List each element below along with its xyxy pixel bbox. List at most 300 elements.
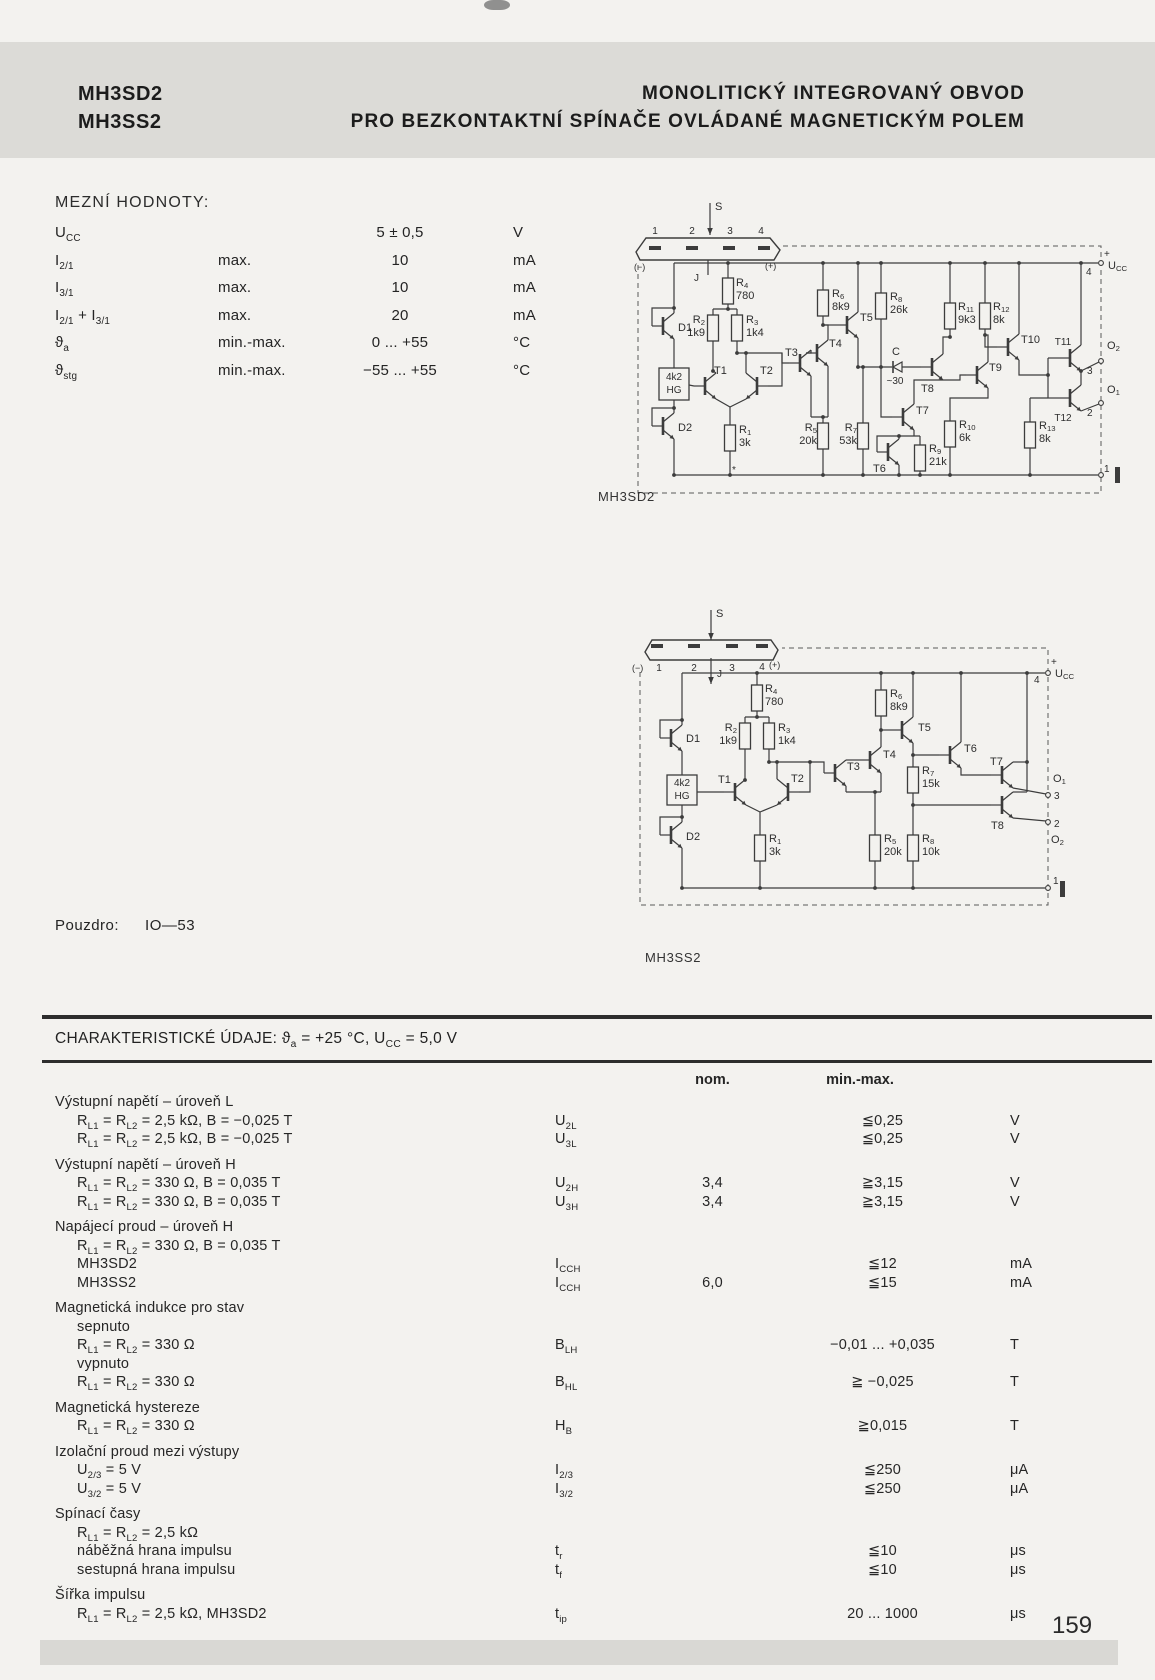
junction-dot <box>856 261 860 265</box>
junction-dot <box>755 671 759 675</box>
schematic-label: O2 <box>1107 340 1120 353</box>
resistor <box>764 723 775 749</box>
schematic-label: R3 <box>778 722 791 735</box>
schematic-part <box>671 725 682 734</box>
schematic-label: 4 <box>758 226 764 237</box>
limit-unit: °C <box>513 334 531 351</box>
characteristics-section <box>55 1219 1140 1293</box>
resistor <box>858 423 869 449</box>
junction-dot <box>983 261 987 265</box>
schematic-label: R6 <box>832 288 845 301</box>
schematic-label: T10 <box>1021 334 1040 346</box>
transistor <box>694 373 716 399</box>
schematic-label: R5 <box>884 833 897 846</box>
schematic-label: 1 <box>1104 464 1110 475</box>
schematic-label: 3 <box>729 663 735 674</box>
schematic-label: T4 <box>883 749 896 761</box>
column-header-minmax: min.-max. <box>826 1072 894 1088</box>
characteristics-section <box>55 1157 1140 1213</box>
schematic-label: 26k <box>890 304 908 316</box>
pin <box>1099 473 1104 478</box>
table-row <box>55 1275 1140 1294</box>
row-condition: $R_{L1} = R_{L2} = 330$ Ω, B = 0,035 T <box>77 1175 281 1194</box>
schematic-label: UCC <box>1108 260 1128 273</box>
characteristics-section <box>55 1400 1140 1437</box>
schematic-label: R4 <box>765 683 778 696</box>
junction-dot <box>911 671 915 675</box>
limit-value: 0 ... +55 <box>371 334 429 351</box>
junction-dot <box>873 886 877 890</box>
section-title: Výstupní napětí – úroveň L <box>55 1094 234 1110</box>
schematic-part <box>1070 385 1081 394</box>
row-symbol: $U_{2L}$ <box>555 1112 577 1132</box>
row-condition: náběžná hrana impulsu <box>77 1543 232 1559</box>
junction-dot <box>680 815 684 819</box>
dashed-border <box>640 648 1048 905</box>
row-unit: μA <box>1010 1462 1029 1478</box>
schematic-label: R2 <box>724 722 737 735</box>
row-min-max: ≧3,15 <box>861 1175 904 1191</box>
model-mh3sd2: MH3SD2 <box>78 83 163 105</box>
row-min-max: ≧ −0,025 <box>851 1374 914 1390</box>
transistor <box>836 312 858 338</box>
schematic-part <box>746 373 757 382</box>
heavy-rule-bottom <box>42 1060 1152 1063</box>
table-row <box>55 1374 1140 1393</box>
transistor <box>892 404 914 430</box>
resistor <box>980 303 991 329</box>
model-numbers <box>78 80 163 136</box>
dashed-border <box>638 246 1101 493</box>
package-pad <box>723 246 735 250</box>
transistor <box>660 822 682 848</box>
heavy-rule-top <box>42 1015 1152 1019</box>
schematic-label: 4k2 <box>673 778 691 789</box>
row-unit: mA <box>1010 1274 1033 1291</box>
table-row <box>55 1356 1140 1375</box>
page-title-line1: MONOLITICKÝ INTEGROVANÝ OBVOD <box>641 83 1025 104</box>
row-nominal: 3,4 <box>702 1175 723 1191</box>
schematic-label: R7 <box>922 765 935 778</box>
junction-dot <box>672 473 676 477</box>
transistor <box>966 362 988 388</box>
table-row <box>55 1462 1140 1481</box>
resistor <box>740 723 751 749</box>
row-min-max: ≦12 <box>868 1256 897 1272</box>
wire <box>737 353 789 363</box>
table-row <box>55 1562 1140 1581</box>
row-symbol: $t_r$ <box>555 1543 563 1562</box>
resistor <box>723 278 734 304</box>
schematic-label: ~30 <box>886 376 904 387</box>
characteristics-section <box>55 1300 1140 1393</box>
schematic-label: + <box>1051 657 1057 668</box>
wire <box>716 399 730 407</box>
resistor <box>1025 422 1036 448</box>
table-row <box>55 1606 1140 1625</box>
section-title-line <box>55 1094 1140 1113</box>
schematic-label: T4 <box>829 338 842 350</box>
section-title-line <box>55 1400 1140 1419</box>
limits-table <box>55 224 595 389</box>
limit-symbol: $I_{2/1}$ <box>55 251 74 272</box>
junction-dot <box>680 886 684 890</box>
schematic-label: 1k9 <box>687 327 705 339</box>
schematic-label: D1 <box>678 322 693 334</box>
schematic-part <box>870 747 881 756</box>
schematic-label: 3 <box>1087 366 1093 377</box>
schematic-label: R3 <box>746 314 759 327</box>
row-condition: MH3SS2 <box>77 1274 137 1291</box>
transistor <box>891 717 913 743</box>
schematic-part <box>1002 792 1013 801</box>
row-unit: T <box>1010 1418 1020 1434</box>
schematic-label: 15k <box>922 778 940 790</box>
junction-dot <box>808 760 812 764</box>
wire <box>943 375 966 380</box>
limit-symbol: $I_{3/1}$ <box>55 279 74 299</box>
schematic-label: 8k <box>993 314 1005 326</box>
page-title-line2: PRO BEZKONTAKTNÍ SPÍNAČE OVLÁDANÉ MAGNETICKÝM POLEM <box>350 111 1025 132</box>
row-condition: $R_{L1} = R_{L2} = 2,5$ kΩ, MH3SD2 <box>77 1605 267 1625</box>
schematic-label: T2 <box>791 773 804 785</box>
row-condition: MH3SD2 <box>77 1256 138 1272</box>
junction-dot <box>821 261 825 265</box>
limit-unit: V <box>513 224 524 241</box>
package-pad <box>758 246 770 250</box>
row-symbol: $H_B$ <box>555 1418 573 1437</box>
limits-row <box>55 307 595 335</box>
schematic-label: 8k9 <box>832 301 850 313</box>
transistor <box>1059 345 1081 371</box>
limit-symbol: $ϑ_{stg}$ <box>55 361 78 382</box>
schematic-caption-mh3sd2: MH3SD2 <box>598 489 655 504</box>
row-unit: V <box>1010 1112 1020 1129</box>
pin <box>1046 886 1051 891</box>
section-title-line <box>55 1444 1140 1463</box>
row-min-max: ≦250 <box>863 1480 902 1497</box>
characteristics-section <box>55 1094 1140 1150</box>
schematic-part <box>932 354 943 363</box>
package-note-value: IO—53 <box>145 917 196 934</box>
schematic-part <box>1070 345 1081 354</box>
limits-row <box>55 334 595 362</box>
resistor <box>908 835 919 861</box>
pin <box>1046 820 1051 825</box>
row-min-max: 20 ... 1000 <box>847 1605 918 1622</box>
row-symbol: $I_{2/3}$ <box>555 1462 574 1481</box>
characteristics-section <box>55 1444 1140 1500</box>
table-row <box>55 1256 1140 1275</box>
schematic-label: 3 <box>727 226 733 237</box>
schematic-label: 2 <box>1054 819 1060 830</box>
schematic-label: T1 <box>718 774 731 786</box>
transistor <box>652 313 674 339</box>
junction-dot <box>879 671 883 675</box>
table-row <box>55 1418 1140 1437</box>
row-condition: $R_{L1} = R_{L2} = 2,5$ kΩ, B = −0,025 T <box>77 1131 293 1150</box>
schematic-label: T8 <box>991 820 1004 832</box>
limit-value: 5 ± 0,5 <box>376 224 424 241</box>
schematic-part <box>735 779 746 788</box>
limit-qualifier: max. <box>218 306 252 324</box>
row-symbol: $B_{HL}$ <box>555 1374 578 1393</box>
transistor <box>652 413 674 439</box>
transistor <box>824 760 846 786</box>
row-min-max: ≦0,25 <box>861 1131 904 1147</box>
wire <box>746 805 760 812</box>
schematic-label: J <box>694 273 699 284</box>
row-condition: $U_{2/3} = 5$ V <box>77 1462 142 1481</box>
column-header-nom: nom. <box>695 1072 730 1088</box>
row-condition: $R_{L1} = R_{L2} = 2,5$ kΩ, B = −0,025 T <box>77 1112 293 1132</box>
package-pad <box>726 644 738 648</box>
schematic-label: D1 <box>686 733 701 745</box>
table-row <box>55 1525 1140 1544</box>
package-pad <box>649 246 661 250</box>
wire <box>1019 360 1048 375</box>
pin <box>1046 793 1051 798</box>
schematic-part <box>902 717 913 726</box>
wire <box>1013 788 1046 794</box>
wire <box>1013 818 1046 821</box>
row-symbol: $I_{3/2}$ <box>555 1480 574 1500</box>
arrow-head <box>708 633 714 640</box>
section-title-line <box>55 1219 1140 1238</box>
schematic-label: R4 <box>736 277 749 290</box>
schematic-label: D2 <box>686 831 701 843</box>
row-condition: $R_{L1} = R_{L2} = 330$ Ω <box>77 1418 195 1437</box>
table-row <box>55 1319 1140 1338</box>
row-min-max: ≧3,15 <box>861 1193 904 1210</box>
package-pad <box>688 644 700 648</box>
resistor <box>708 315 719 341</box>
schematic-part <box>1008 334 1019 343</box>
limit-value: 20 <box>391 306 409 324</box>
limit-symbol: $U_{CC}$ <box>55 224 81 244</box>
schematic-caption-mh3ss2: MH3SS2 <box>645 950 702 965</box>
schematic-label: J <box>717 669 722 680</box>
section-title: Šířka impulsu <box>55 1587 146 1603</box>
junction-dot <box>959 671 963 675</box>
row-symbol: $U_{2H}$ <box>555 1175 579 1194</box>
junction-dot <box>728 473 732 477</box>
schematic-part <box>817 340 828 349</box>
schematic-part <box>671 822 682 831</box>
schematic-label: 8k <box>1039 433 1051 445</box>
schematic-label: R2 <box>692 314 705 327</box>
schematic-label: UCC <box>1055 668 1075 681</box>
junction-dot <box>672 406 676 410</box>
transistor <box>1059 385 1081 411</box>
table-row <box>55 1337 1140 1356</box>
table-row <box>55 1238 1140 1257</box>
junction-dot <box>726 261 730 265</box>
resistor <box>870 835 881 861</box>
transistor <box>997 334 1019 360</box>
junction-dot <box>861 473 865 477</box>
table-row <box>55 1131 1140 1150</box>
resistor <box>876 293 887 319</box>
arrow-head <box>707 228 713 235</box>
schematic-label: T5 <box>918 722 931 734</box>
section-title: Výstupní napětí – úroveň H <box>55 1156 236 1173</box>
table-row <box>55 1481 1140 1500</box>
package-note <box>55 917 195 934</box>
schematic-label: 1 <box>656 663 662 674</box>
junction-dot <box>680 718 684 722</box>
limit-value: 10 <box>391 279 409 296</box>
junction-dot <box>1028 473 1032 477</box>
junction-dot <box>758 886 762 890</box>
limits-row <box>55 279 595 307</box>
row-condition: $R_{L1} = R_{L2} = 2,5$ kΩ <box>77 1524 199 1544</box>
wire <box>760 805 777 812</box>
schematic-label: 2 <box>1087 408 1093 419</box>
schematic-label: O1 <box>1053 773 1066 786</box>
package-outline <box>645 640 778 660</box>
transistor <box>921 354 943 380</box>
schematic-label: R13 <box>1039 420 1056 433</box>
resistor <box>876 690 887 716</box>
schematic-label: 3 <box>1054 791 1060 802</box>
schematic-label: R10 <box>959 419 976 432</box>
row-min-max: ≦250 <box>863 1462 902 1478</box>
schematic-label: R1 <box>769 833 782 846</box>
table-row <box>55 1543 1140 1562</box>
schematic-mh3sd2 <box>630 195 1145 505</box>
schematic-part <box>777 779 788 788</box>
limit-qualifier: min.-max. <box>218 361 286 379</box>
pin <box>1099 401 1104 406</box>
row-condition: $U_{3/2} = 5$ V <box>77 1480 142 1500</box>
package-pad <box>651 644 663 648</box>
schematic-label: 2 <box>691 663 697 674</box>
schematic-mh3ss2 <box>630 600 1100 915</box>
row-min-max: ≦15 <box>868 1274 897 1291</box>
schematic-label: 3k <box>769 846 781 858</box>
wire <box>985 335 997 347</box>
junction-dot <box>918 473 922 477</box>
row-unit: V <box>1010 1131 1020 1147</box>
schematic-label: * <box>732 465 736 476</box>
pin <box>1099 261 1104 266</box>
row-unit: mA <box>1010 1256 1033 1272</box>
junction-dot <box>744 351 748 355</box>
junction-dot <box>1017 261 1021 265</box>
schematic-part <box>903 404 914 413</box>
section-title-line <box>55 1506 1140 1525</box>
section-title-line <box>55 1300 1140 1319</box>
row-nominal: 6,0 <box>702 1274 723 1291</box>
limit-symbol: $ϑ_a$ <box>55 334 70 354</box>
schematic-label: 4k2 <box>665 372 683 383</box>
row-condition: vypnuto <box>77 1355 130 1372</box>
schematic-label: O2 <box>1051 834 1064 847</box>
schematic-label: D2 <box>678 422 693 434</box>
schematic-label: (+) <box>765 261 777 271</box>
junction-dot <box>948 473 952 477</box>
schematic-label: T6 <box>964 743 977 755</box>
row-condition: $R_{L1} = R_{L2} = 330$ Ω, B = 0,035 T <box>77 1237 281 1257</box>
section-title-line <box>55 1157 1140 1176</box>
resistor <box>945 421 956 447</box>
limit-symbol: $I_{2/1} + I_{3/1}$ <box>55 306 111 327</box>
row-symbol: $I_{CCH}$ <box>555 1256 581 1275</box>
row-symbol: $I_{CCH}$ <box>555 1274 581 1294</box>
schematic-part <box>977 362 988 371</box>
wire <box>881 367 892 417</box>
junction-dot <box>821 473 825 477</box>
row-min-max: −0,01 ... +0,035 <box>830 1337 935 1353</box>
limit-qualifier: max. <box>218 251 252 269</box>
schematic-label: 780 <box>736 290 755 302</box>
junction-dot <box>755 715 759 719</box>
model-mh3ss2: MH3SS2 <box>78 111 162 133</box>
resistor <box>732 315 743 341</box>
schematic-label: R7 <box>844 422 857 435</box>
resistor <box>725 425 736 451</box>
row-symbol: $t_f$ <box>555 1561 563 1581</box>
schematic-label: 1k9 <box>719 735 737 747</box>
wire <box>689 385 694 386</box>
schematic-label: T3 <box>847 761 860 773</box>
row-unit: μs <box>1010 1543 1027 1559</box>
schematic-label: T6 <box>873 463 886 475</box>
transistor <box>877 439 899 465</box>
limit-unit: mA <box>513 251 536 269</box>
resistor <box>908 767 919 793</box>
section-title: Izolační proud mezi výstupy <box>55 1443 240 1460</box>
arrow-head <box>708 677 714 684</box>
transistor <box>859 747 881 773</box>
wire <box>823 325 828 340</box>
ground-symbol <box>1060 881 1065 897</box>
schematic-label: HG <box>674 791 690 802</box>
resistor <box>752 685 763 711</box>
schematic-part <box>835 760 846 769</box>
schematic-label: 20k <box>799 435 817 447</box>
schematic-label: S <box>715 201 723 213</box>
characteristics-section <box>55 1587 1140 1624</box>
schematic-label: T2 <box>760 365 773 377</box>
section-title: Spínací časy <box>55 1506 141 1522</box>
row-condition: $R_{L1} = R_{L2} = 330$ Ω, B = 0,035 T <box>77 1193 281 1213</box>
transistor <box>991 792 1013 818</box>
junction-dot <box>775 760 779 764</box>
schematic-label: (−) <box>632 663 644 673</box>
junction-dot <box>726 307 730 311</box>
resistor <box>755 835 766 861</box>
characteristics-title: CHARAKTERISTICKÉ ÚDAJE: $ϑ_a = +25$ °C, $U_{CC} = 5,0$ V <box>55 1030 458 1051</box>
section-title: Napájecí proud – úroveň H <box>55 1219 234 1235</box>
schematic-part <box>800 350 811 359</box>
wire <box>730 399 746 407</box>
schematic-part <box>893 362 902 372</box>
schematic-label: 4 <box>1086 267 1092 278</box>
row-unit: μs <box>1010 1605 1027 1622</box>
row-min-max: ≧0,015 <box>857 1418 908 1434</box>
schematic-label: R8 <box>890 291 903 304</box>
row-symbol: $B_{LH}$ <box>555 1337 578 1356</box>
row-min-max: ≦10 <box>868 1561 897 1578</box>
row-unit: μA <box>1010 1480 1029 1497</box>
row-condition: sepnuto <box>77 1318 130 1335</box>
schematic-label: T9 <box>989 362 1002 374</box>
schematic-label: T12 <box>1054 413 1072 424</box>
row-min-max: ≦10 <box>868 1543 897 1559</box>
pin <box>1099 359 1104 364</box>
